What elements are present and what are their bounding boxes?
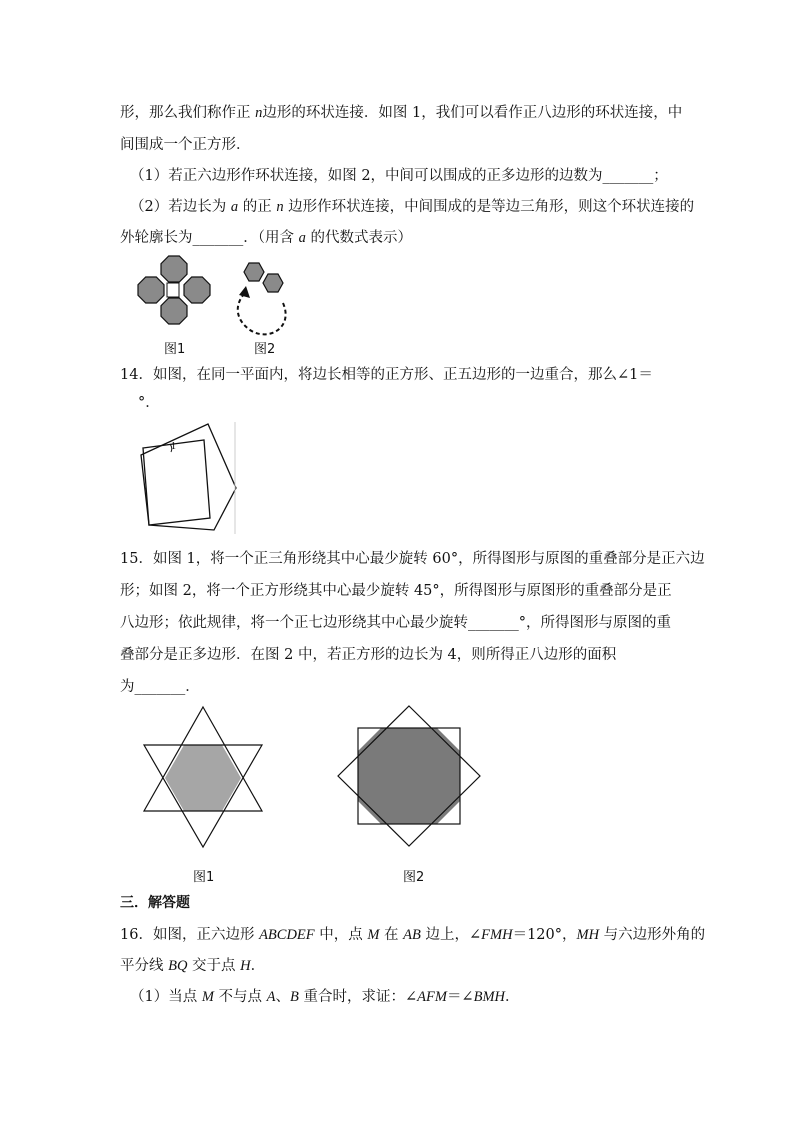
q15-line-4: 叠部分是正多边形．在图 2 中，若正方形的边长为 4，则所得正八边形的面积 [120, 647, 617, 663]
q15-line-5: 为_______． [120, 679, 200, 695]
q16-line-1 [120, 926, 705, 944]
q16-sub-1 [130, 988, 520, 1006]
text: 外轮廓长为_______．（用含 [120, 230, 299, 246]
text: 16．如图，正六边形 [120, 927, 260, 943]
q13-figure-2-hexagons [228, 258, 308, 348]
q15-figure-1-hexagram [138, 705, 268, 850]
var: B [290, 989, 299, 1005]
q15-line-2: 形；如图 2，将一个正方形绕其中心最少旋转 45°，所得图形与原图形的重叠部分是正 [120, 583, 672, 599]
var-a: a [298, 230, 306, 246]
text: ． [250, 958, 266, 974]
text: 、 [275, 989, 291, 1005]
var: MH [576, 927, 600, 943]
text: 的代数式表示） [305, 230, 412, 246]
var-n: n [255, 105, 263, 121]
q15-figure-1-caption: 图1 [193, 870, 215, 885]
text: （2）若边长为 [130, 199, 231, 215]
text: ＝120°， [512, 927, 577, 943]
text: 边上，∠ [420, 927, 482, 943]
var: A [266, 989, 276, 1005]
var: ABCDEF [259, 927, 315, 943]
var: M [367, 927, 380, 943]
text: 中，点 [314, 927, 368, 943]
q13-line-1 [120, 104, 682, 122]
q13-figure-1-octagon-ring [136, 254, 226, 334]
text: ． [505, 989, 520, 1005]
q16-line-2 [120, 957, 265, 975]
var: H [240, 958, 251, 974]
var: AB [403, 927, 421, 943]
var: M [201, 989, 214, 1005]
text: 不与点 [213, 989, 267, 1005]
text: 形，那么我们称作正 [120, 105, 256, 121]
q14-line-2: °． [138, 395, 160, 411]
text: ＝∠ [446, 989, 474, 1005]
text: 边形的环状连接．如图 1，我们可以看作正八边形的环状连接，中 [262, 105, 683, 121]
q13-sub-1: （1）若正六边形作环状连接，如图 2，中间可以围成的正多边形的边数为_______； [130, 168, 668, 184]
q13-sub-2 [130, 198, 694, 216]
q13-figure-2-caption: 图2 [254, 342, 276, 357]
text: 交于点 [187, 958, 241, 974]
var-n: n [276, 199, 284, 215]
var-a: a [230, 199, 239, 215]
text: 重合时，求证：∠ [298, 989, 418, 1005]
q15-figure-2-caption: 图2 [403, 870, 425, 885]
var: BQ [168, 958, 188, 974]
var: BMH [473, 989, 506, 1005]
angle-1-label: 1 [171, 441, 176, 452]
q15-line-1: 15．如图 1，将一个正三角形绕其中心最少旋转 60°，所得图形与原图的重叠部分是正六边 [120, 551, 705, 567]
text: 在 [379, 927, 404, 943]
q14-line-1: 14．如图，在同一平面内，将边长相等的正方形、正五边形的一边重合，那么∠1＝ [120, 367, 653, 383]
q15-line-3: 八边形；依此规律，将一个正七边形绕其中心最少旋转_______°，所得图形与原图的重 [120, 615, 671, 631]
var: AFM [417, 989, 447, 1005]
var: FMH [481, 927, 513, 943]
q15-figure-2-octagon [340, 705, 485, 850]
q13-sub-2-cont [120, 229, 412, 247]
text: 与六边形外角的 [599, 927, 706, 943]
text: 平分线 [120, 958, 169, 974]
text: （1）当点 [130, 989, 202, 1005]
q14-square-pentagon-figure [140, 422, 250, 537]
q13-line-2: 间围成一个正方形． [120, 137, 251, 153]
text: 的正 [238, 199, 277, 215]
q13-figure-1-caption: 图1 [164, 342, 186, 357]
section-title: 三．解答题 [120, 895, 190, 911]
text: 边形作环状连接，中间围成的是等边三角形，则这个环状连接的 [283, 199, 695, 215]
